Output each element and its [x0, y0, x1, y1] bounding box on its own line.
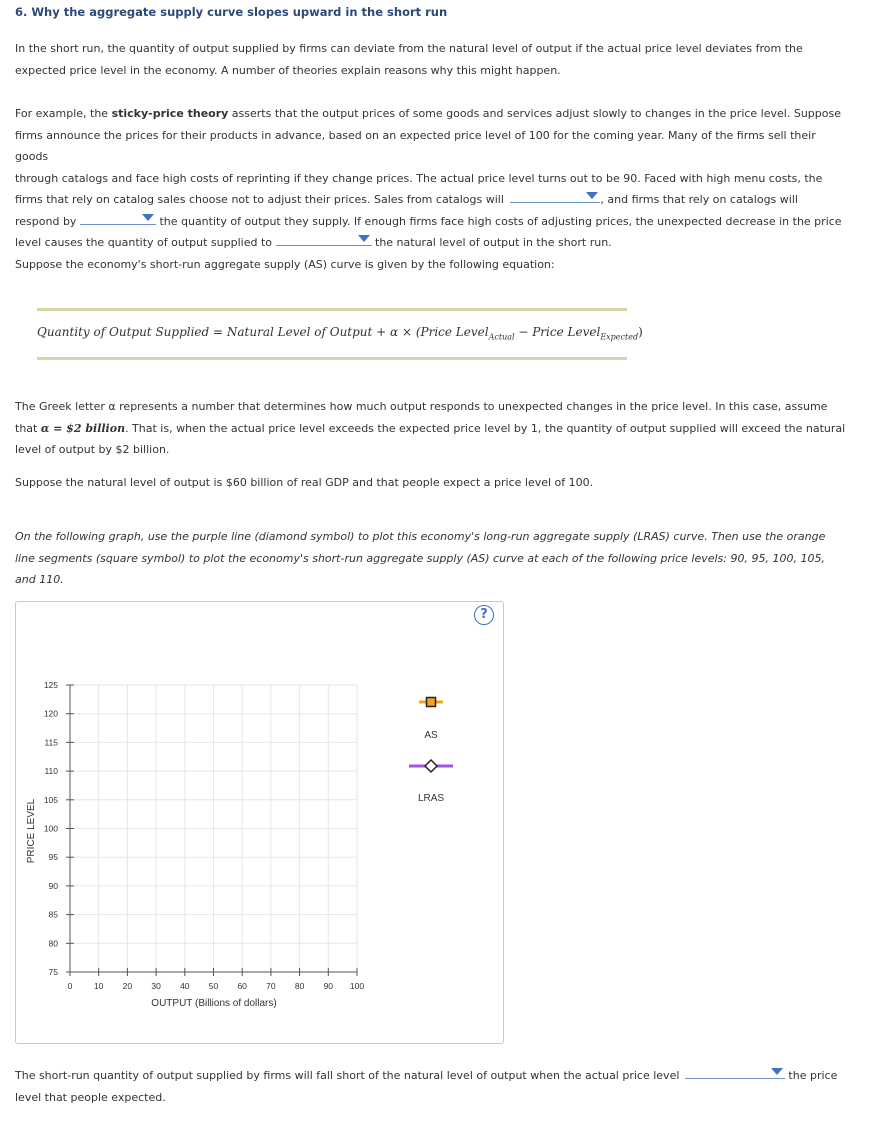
x-tick-label: 50	[208, 981, 219, 991]
lras-legend-label: LRAS	[417, 793, 445, 804]
instructions-line-2: line segments (square symbol) to plot the economy's short-run aggregate supply (AS) curve at each of the following price levels: 90, 95, 100, 105,	[15, 551, 825, 565]
intro-line-2: expected price level in the economy. A number of theories explain reasons why this might happen.	[15, 63, 561, 77]
intro-line-1: In the short run, the quantity of output supplied by firms can deviate from the natural level of output if the actual price level deviates from the	[15, 42, 803, 55]
y-tick-label: 95	[48, 852, 58, 863]
alpha-line-3: level of output by $2 billion.	[15, 443, 170, 456]
chart-ticks	[44, 680, 365, 991]
instructions-line-3: and 110.	[15, 573, 64, 586]
x-axis-label: OUTPUT (Billions of dollars)	[151, 998, 277, 1009]
sticky-line-1: For example, the sticky-price theory asserts that the output prices of some goods and services adjust slowly to changes in the price level. Suppose	[15, 107, 841, 120]
x-tick-label: 70	[266, 981, 276, 991]
as-legend-label: AS	[424, 730, 438, 741]
help-icon[interactable]: ?	[474, 605, 494, 625]
y-tick-label: 120	[43, 708, 58, 719]
sticky-line-2: firms announce the prices for their products in advance, based on an expected price level of 100 for the coming year. Many of the firms sell their goods	[15, 128, 816, 163]
bottom-question	[15, 1065, 850, 1108]
x-tick-label: 90	[323, 981, 334, 991]
x-tick-label: 40	[180, 981, 190, 991]
y-tick-label: 115	[44, 737, 58, 748]
instructions-line-1: On the following graph, use the purple line (diamond symbol) to plot this economy's long-run aggregate supply (LRAS) curve. Then use the orange	[15, 530, 826, 543]
square-icon	[427, 698, 436, 707]
sticky-line-4: firms that rely on catalog sales choose not to adjust their prices. Sales from catalogs will , and firms that rely on catalogs will	[15, 189, 850, 211]
x-tick-label: 60	[237, 981, 247, 991]
sticky-line-3: through catalogs and face high costs of reprinting if they change prices. The actual price level turns out to be 90. Faced with high menu costs, the	[15, 171, 823, 185]
chart-legend	[409, 698, 453, 805]
bottom-line-2: level that people expected.	[15, 1090, 166, 1104]
as-equation: Quantity of Output Supplied = Natural Level of Output + α × (Price Level$_{Actual}$ − Price Level$_{Expected}$)	[37, 325, 643, 342]
x-tick-label: 20	[122, 981, 133, 991]
x-tick-label: 0	[67, 981, 73, 991]
sticky-price-term: sticky-price theory	[111, 107, 229, 120]
y-tick-label: 110	[44, 766, 58, 777]
question-title: 6. Why the aggregate supply curve slopes upward in the short run	[15, 5, 448, 19]
x-tick-label: 100	[349, 981, 365, 991]
y-tick-label: 75	[48, 967, 58, 977]
y-tick-label: 80	[48, 938, 58, 949]
y-tick-label: 90	[48, 880, 58, 891]
x-tick-label: 30	[151, 981, 161, 991]
as-intro-text: Suppose the economy's short-run aggregate supply (AS) curve is given by the following equation:	[15, 258, 555, 271]
bottom-line-1: The short-run quantity of output supplied by firms will fall short of the natural level of output when the actual price level the price	[15, 1065, 850, 1087]
x-tick-label: 80	[294, 981, 305, 991]
alpha-line-2: that α = $2 billion. That is, when the actual price level exceeds the expected price level by 1, the quantity of output supplied will exceed the natural	[15, 421, 846, 435]
y-tick-label: 125	[43, 680, 58, 690]
sticky-line-6: level causes the quantity of output supplied to the natural level of output in the short run.	[15, 232, 850, 254]
alpha-line-1: The Greek letter α represents a number that determines how much output responds to unexpected changes in the price level. In this case, assume	[15, 400, 828, 413]
natural-level-text: Suppose the natural level of output is $60 billion of real GDP and that people expect a price level of 100.	[15, 476, 594, 489]
dropdown-arrow-icon	[771, 1068, 783, 1075]
y-tick-label: 100	[43, 823, 58, 834]
price-level-comparison-dropdown[interactable]	[685, 1066, 785, 1079]
alpha-value: α = $2 billion	[40, 421, 126, 435]
y-axis-label: PRICE LEVEL	[26, 798, 37, 864]
y-tick-label: 105	[43, 794, 58, 805]
sticky-line-5: respond by the quantity of output they supply. If enough firms face high costs of adjusting prices, the unexpected decrease in the price	[15, 211, 850, 233]
chart-grid	[70, 685, 357, 972]
x-tick-label: 10	[93, 981, 104, 991]
diamond-icon	[425, 760, 437, 772]
y-tick-label: 85	[48, 909, 58, 920]
